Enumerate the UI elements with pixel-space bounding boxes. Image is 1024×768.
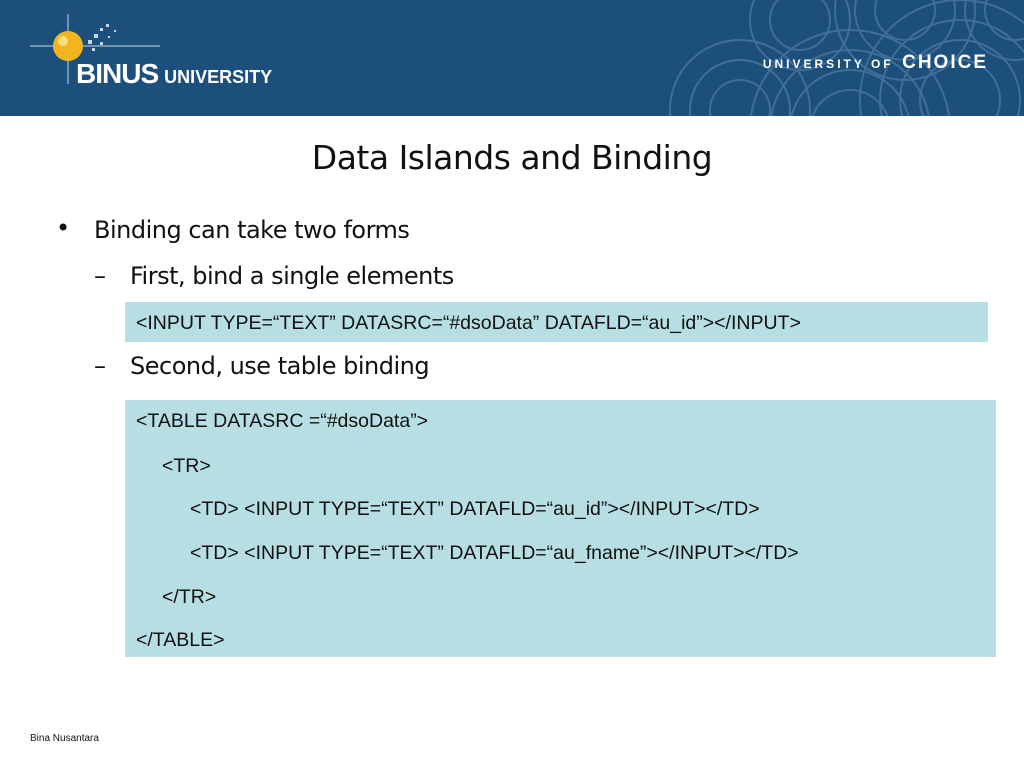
code-line: <TABLE DATASRC =“#dsoData”>: [136, 410, 429, 432]
sub-bullet-first: First, bind a single elements: [130, 262, 454, 290]
sub-bullet-second: Second, use table binding: [130, 352, 430, 380]
bullet-text: Binding can take two forms: [94, 216, 410, 244]
slide-title: Data Islands and Binding: [311, 138, 713, 177]
code-line: <TD> <INPUT TYPE=“TEXT” DATAFLD=“au_fname”></INPUT></TD>: [190, 542, 799, 564]
header-banner: [0, 0, 1024, 116]
code-line: <TR>: [162, 455, 211, 477]
code-line: </TR>: [162, 586, 217, 608]
tagline-prefix: UNIVERSITY OF: [762, 57, 894, 71]
tagline: [763, 52, 988, 74]
dash-icon: –: [94, 262, 106, 290]
code-box-single: [125, 302, 988, 342]
tagline-emphasis: CHOICE: [902, 52, 988, 73]
footer-text: Bina Nusantara: [30, 733, 99, 744]
code-line: <INPUT TYPE=“TEXT” DATASRC=“#dsoData” DATAFLD=“au_id”></INPUT>: [136, 312, 801, 334]
logo-name: BINUS: [76, 58, 159, 89]
bullet-icon: •: [56, 214, 71, 242]
code-line: <TD> <INPUT TYPE=“TEXT” DATAFLD=“au_id”></INPUT></TD>: [190, 498, 760, 520]
logo-suffix: UNIVERSITY: [164, 67, 273, 87]
code-box-table: [125, 400, 996, 657]
code-line: </TABLE>: [136, 629, 225, 651]
dash-icon: –: [94, 352, 106, 380]
binus-logo-wordmark: [76, 58, 272, 90]
